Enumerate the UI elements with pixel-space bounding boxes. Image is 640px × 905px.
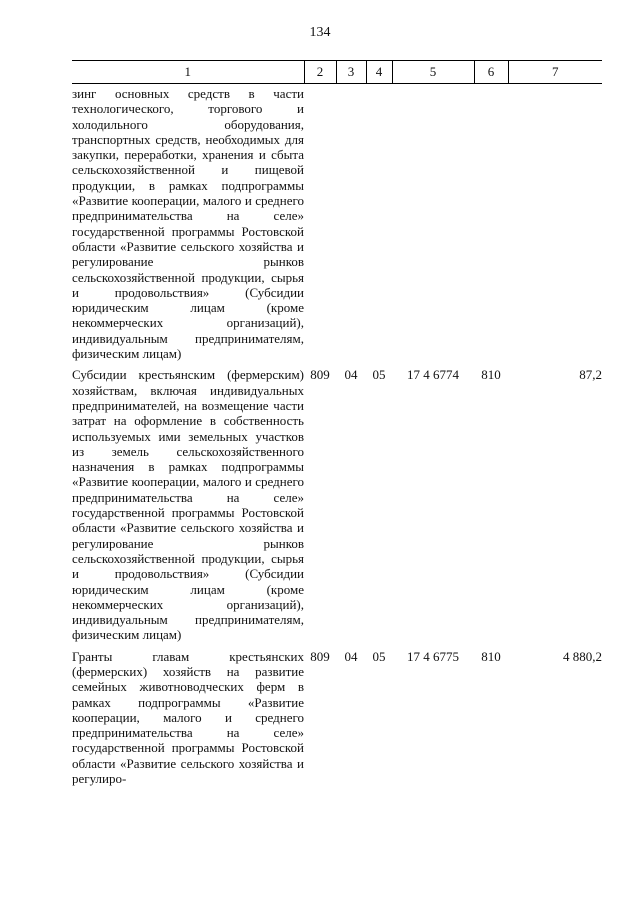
row-subsection-code: 05	[372, 367, 386, 383]
row-target-article: 17 4 6775	[407, 648, 459, 664]
row-ministry-code	[304, 84, 336, 362]
row-amount	[508, 84, 602, 362]
row-description: Гранты главам крестьянских (фермерских) хозяйств на развитие семейных животноводческих ферм в рамках подпрограммы «Развитие кооперации, малого и среднего предпринимательства на селе» государственной программы Ростовской области «Развитие сельского хозяйства и регулиро-	[72, 648, 304, 787]
column-header-5: 5	[392, 61, 474, 84]
row-subsection-code	[366, 84, 392, 362]
table-row	[72, 367, 602, 642]
row-description: Субсидии крестьянским (фермерским) хозяйствам, включая индивидуальных предпринимателей, на возмещение части затрат на оформление в собственность используемых ими земельных участков из земель сельскохозяйственного назначения в рамках подпрограммы «Развитие кооперации, малого и среднего предпринимательства на селе» государственной программы Ростовской области «Развитие сельского хозяйства и регулирование рынков сельскохозяйственной продукции, сырья и продовольствия» (Субсидии юридическим лицам (кроме некоммерческих организаций), индивидуальным предпринимателям, физическим лицам)	[72, 367, 304, 643]
row-expense-type	[474, 84, 508, 362]
row-subsection-code: 05	[372, 648, 386, 664]
row-ministry-code: 809	[310, 648, 330, 664]
row-section-code: 04	[344, 648, 358, 664]
column-header-1: 1	[72, 61, 304, 84]
budget-table	[72, 60, 602, 786]
row-amount: 4 880,2	[563, 648, 602, 664]
column-header-4: 4	[366, 61, 392, 84]
row-expense-type: 810	[481, 648, 501, 664]
column-header-3: 3	[336, 61, 366, 84]
page-number: 134	[309, 25, 331, 40]
row-target-article: 17 4 6774	[407, 367, 459, 383]
row-section-code: 04	[344, 367, 358, 383]
row-description: зинг основных средств в части технологического, торгового и холодильного оборудования, транспортных средств, необходимых для закупки, переработки, хранения и сбыта сельскохозяйственной и пищевой продукции, в рамках подпрограммы «Развитие кооперации, малого и среднего предпринимательства на селе» государственной программы Ростовской области «Развитие сельского хозяйства и регулирование рынков сельскохозяйственной продукции, сырья и продовольствия» (Субсидии юридическим лицам (кроме некоммерческих организаций), индивидуальным предпринимателям, физическим лицам)	[72, 86, 304, 362]
table-row	[72, 84, 602, 362]
table-row	[72, 649, 602, 787]
row-section-code	[336, 84, 366, 362]
row-ministry-code: 809	[310, 367, 330, 383]
table-header-row	[72, 61, 602, 84]
column-header-6: 6	[474, 61, 508, 84]
column-header-2: 2	[304, 61, 336, 84]
row-target-article	[392, 84, 474, 362]
row-amount: 87,2	[579, 367, 602, 383]
row-expense-type: 810	[481, 367, 501, 383]
column-header-7: 7	[508, 61, 602, 84]
